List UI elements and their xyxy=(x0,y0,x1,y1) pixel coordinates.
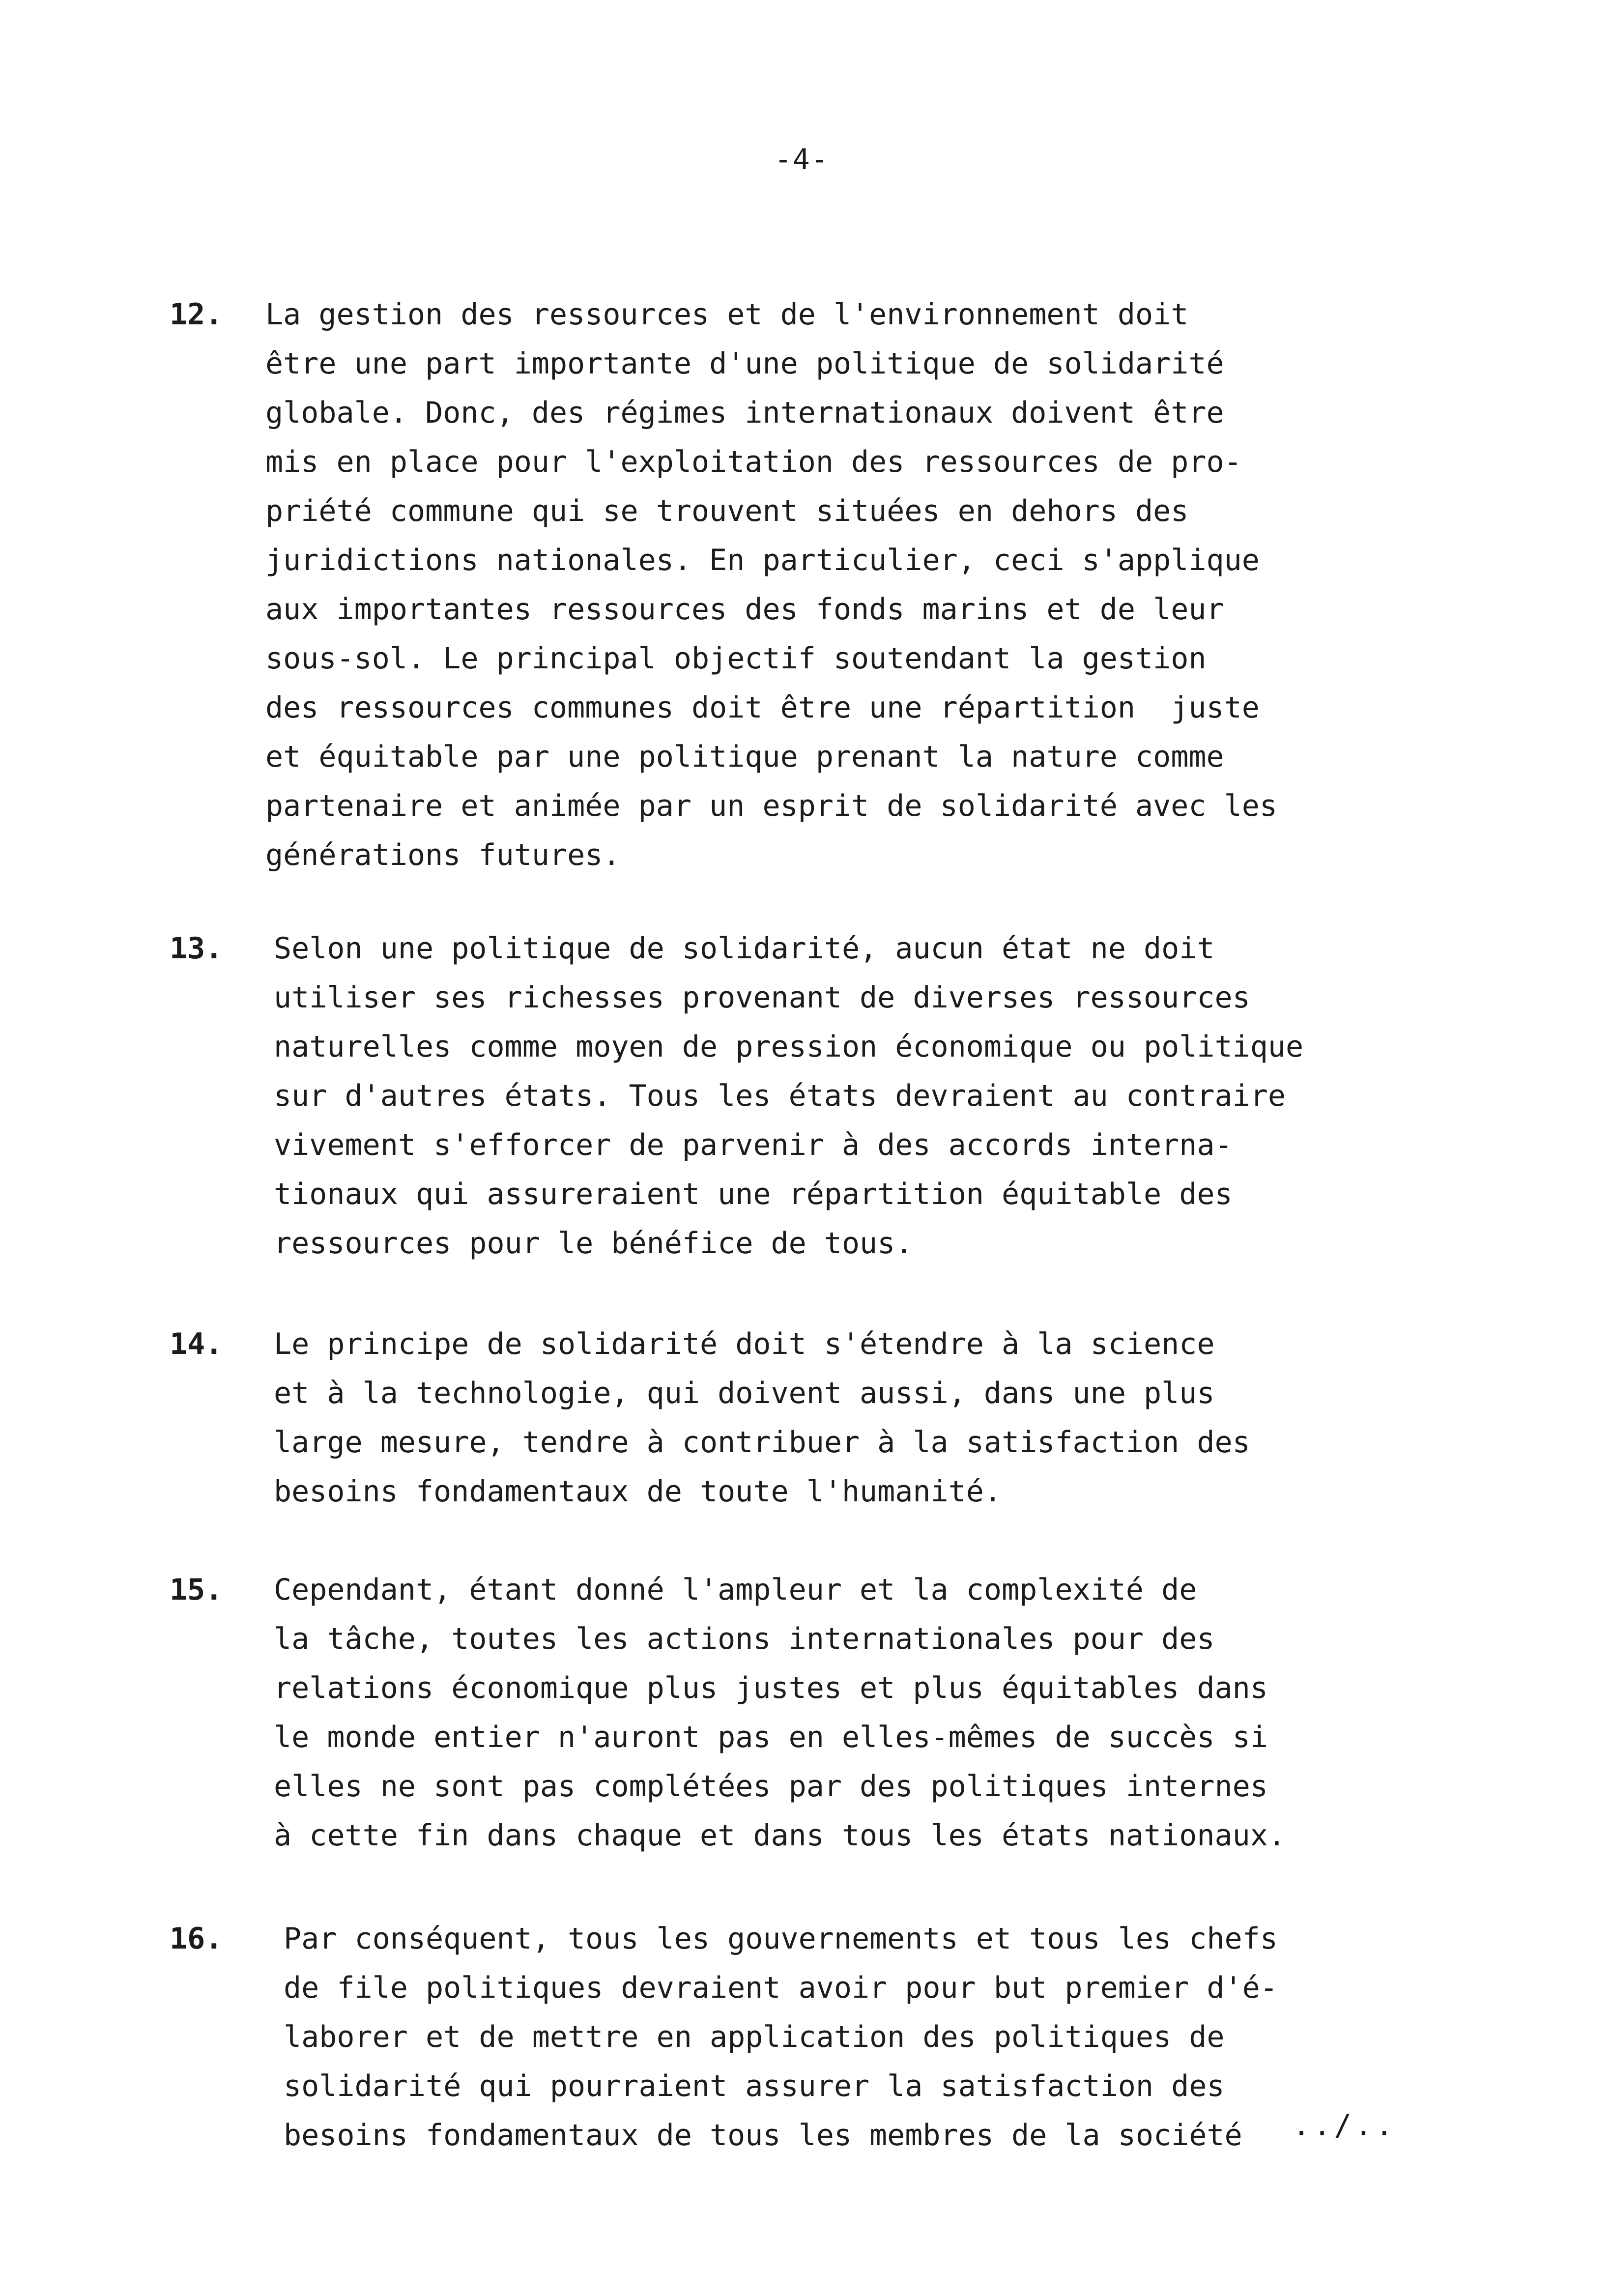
continuation-marker: ../.. xyxy=(1293,2108,1396,2143)
text-line: priété commune qui se trouvent situées en dehors des xyxy=(265,494,1189,528)
text-line: besoins fondamentaux de tous les membres de la société xyxy=(284,2118,1242,2152)
text-line: globale. Donc, des régimes internationaux doivent être xyxy=(265,396,1224,430)
text-line: laborer et de mettre en application des politiques de xyxy=(284,2020,1225,2054)
text-line: et à la technologie, qui doivent aussi, dans une plus xyxy=(274,1376,1215,1410)
text-line: être une part importante d'une politique de solidarité xyxy=(265,346,1224,381)
text-line: aux importantes ressources des fonds marins et de leur xyxy=(265,592,1224,627)
text-line: Cependant, étant donné l'ampleur et la complexité de xyxy=(274,1573,1197,1607)
page-number: -4- xyxy=(775,143,829,176)
text-line: La gestion des ressources et de l'environnement doit xyxy=(265,297,1189,332)
text-line: tionaux qui assureraient une répartition équitable des xyxy=(274,1177,1233,1211)
paragraph-text xyxy=(284,1914,1278,2160)
text-line: Le principe de solidarité doit s'étendre à la science xyxy=(274,1327,1215,1361)
paragraph-text xyxy=(274,924,1303,1268)
text-line: Par conséquent, tous les gouvernements et tous les chefs xyxy=(284,1922,1278,1956)
text-line: partenaire et animée par un esprit de solidarité avec les xyxy=(265,789,1278,823)
text-line: des ressources communes doit être une répartition juste xyxy=(265,690,1260,725)
text-line: générations futures. xyxy=(265,838,621,872)
paragraph-number: 12. xyxy=(170,297,223,332)
paragraph-number: 15. xyxy=(170,1573,223,1607)
text-line: elles ne sont pas complétées par des politiques internes xyxy=(274,1769,1268,1804)
text-line: naturelles comme moyen de pression économique ou politique xyxy=(274,1030,1304,1064)
paragraph-number: 14. xyxy=(170,1327,223,1361)
text-line: mis en place pour l'exploitation des ressources de pro- xyxy=(265,445,1242,479)
text-line: vivement s'efforcer de parvenir à des accords interna- xyxy=(274,1128,1233,1162)
text-line: sous-sol. Le principal objectif soutendant la gestion xyxy=(265,641,1207,676)
paragraph-text xyxy=(274,1320,1250,1516)
text-line: à cette fin dans chaque et dans tous les états nationaux. xyxy=(274,1818,1286,1853)
text-line: solidarité qui pourraient assurer la satisfaction des xyxy=(284,2069,1225,2103)
paragraph-text xyxy=(265,290,1277,880)
paragraph-number: 16. xyxy=(170,1922,223,1956)
text-line: de file politiques devraient avoir pour but premier d'é- xyxy=(284,1971,1278,2005)
text-line: juridictions nationales. En particulier, ceci s'applique xyxy=(265,543,1260,577)
text-line: le monde entier n'auront pas en elles-mêmes de succès si xyxy=(274,1720,1268,1754)
paragraph-text xyxy=(274,1565,1286,1860)
text-line: et équitable par une politique prenant la nature comme xyxy=(265,740,1224,774)
text-line: relations économique plus justes et plus équitables dans xyxy=(274,1671,1268,1705)
text-line: sur d'autres états. Tous les états devraient au contraire xyxy=(274,1079,1286,1113)
text-line: large mesure, tendre à contribuer à la satisfaction des xyxy=(274,1425,1250,1460)
text-line: la tâche, toutes les actions internationales pour des xyxy=(274,1622,1215,1656)
text-line: utiliser ses richesses provenant de diverses ressources xyxy=(274,980,1250,1015)
text-line: besoins fondamentaux de toute l'humanité. xyxy=(274,1474,1002,1509)
text-line: Selon une politique de solidarité, aucun état ne doit xyxy=(274,931,1215,966)
text-line: ressources pour le bénéfice de tous. xyxy=(274,1226,913,1261)
paragraph-number: 13. xyxy=(170,931,223,966)
